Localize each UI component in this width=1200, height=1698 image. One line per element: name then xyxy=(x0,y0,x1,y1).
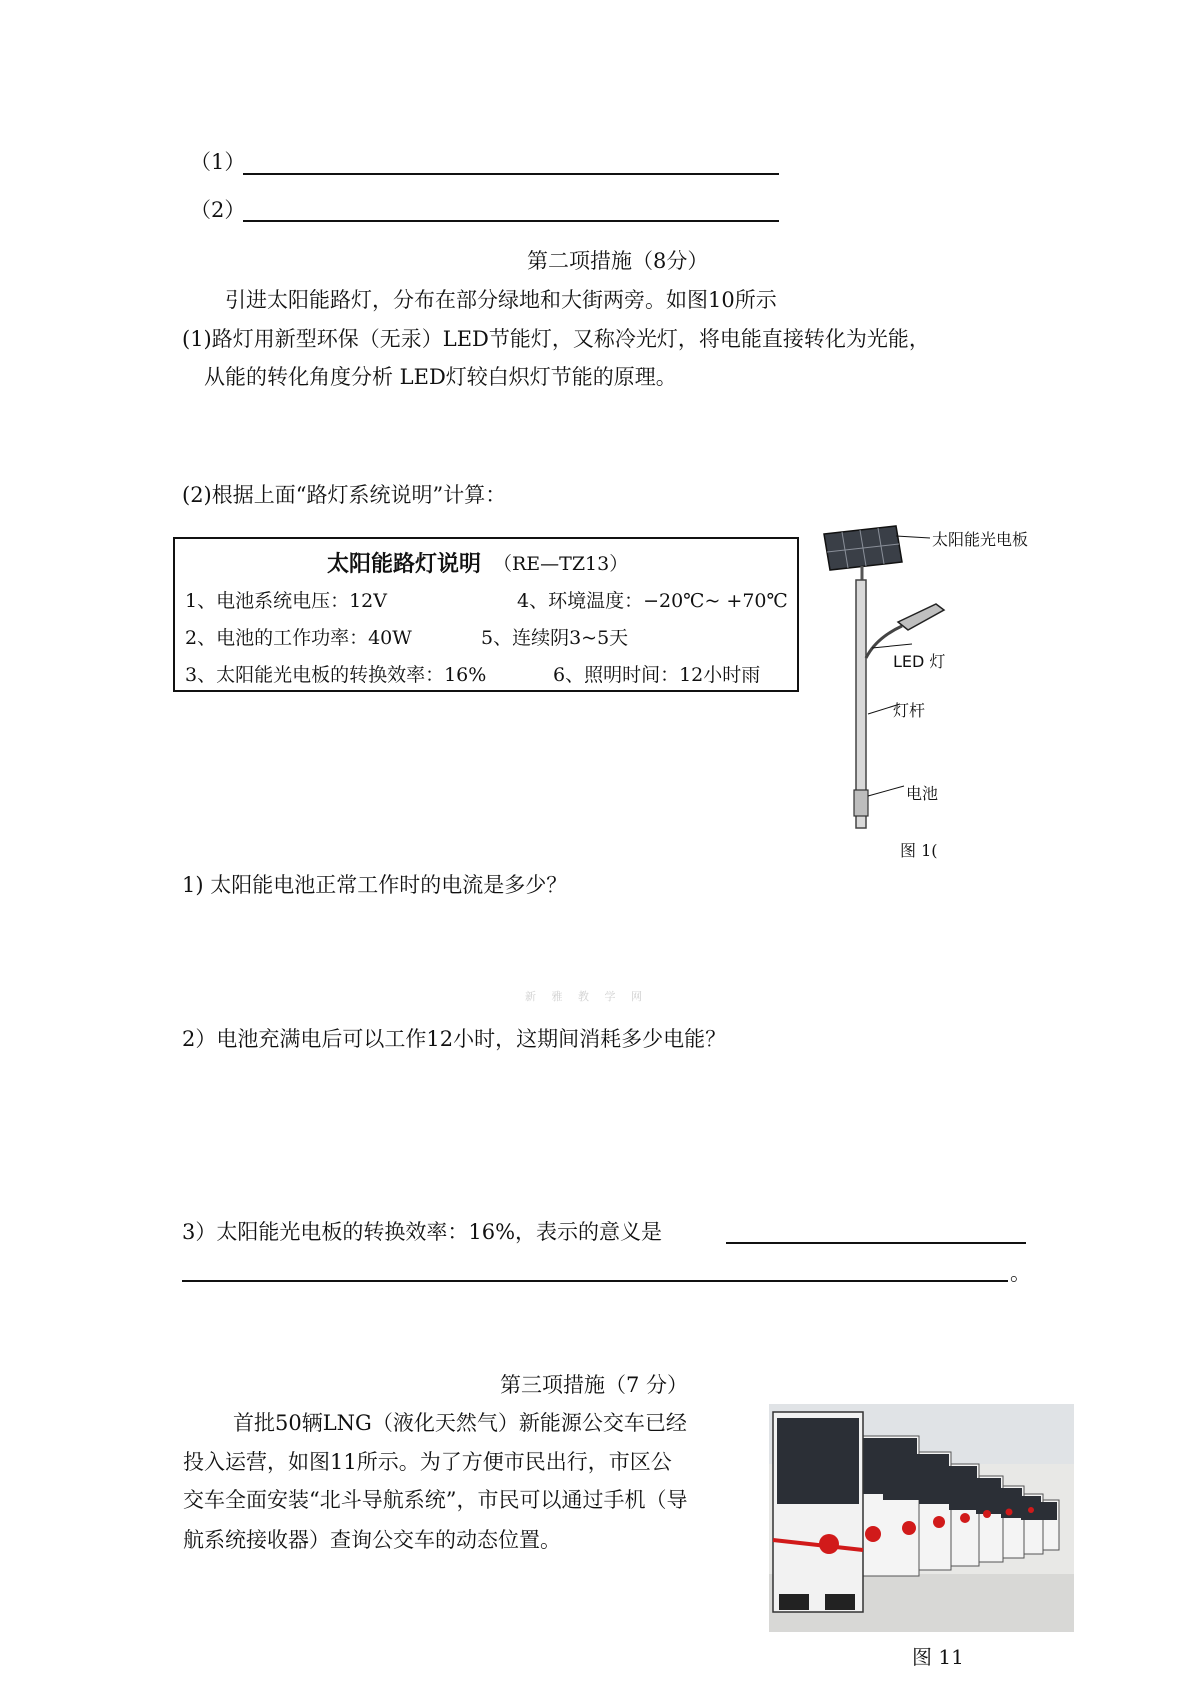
section2-q1-line2: 从能的转化角度分析 LED灯较白炽灯节能的原理。 xyxy=(204,365,677,389)
spec-item: 3、太阳能光电板的转换效率：16% xyxy=(185,664,487,686)
answer-line-2[interactable] xyxy=(243,220,779,222)
section3-line1: 首批50辆LNG（液化天然气）新能源公交车已经 xyxy=(233,1411,687,1435)
spec-model: （RE—TZ13） xyxy=(493,553,629,575)
pole-label: 灯杆 xyxy=(893,701,926,720)
spec-box xyxy=(173,537,799,692)
section2-q1-line1: (1)路灯用新型环保（无汞）LED节能灯，又称冷光灯，将电能直接转化为光能， xyxy=(182,327,930,351)
answer-line-3a[interactable] xyxy=(726,1242,1026,1244)
answer-line-1[interactable] xyxy=(243,173,779,175)
battery-label: 电池 xyxy=(906,784,939,803)
section2-intro: 引进太阳能路灯，分布在部分绿地和大街两旁。如图10所示 xyxy=(225,288,777,312)
sub-question-3: 3）太阳能光电板的转换效率：16%，表示的意义是 xyxy=(182,1220,663,1244)
faint-watermark: 新 雅 教 学 网 xyxy=(525,990,648,1003)
bus-fleet-photo xyxy=(769,1404,1074,1632)
led-lamp-icon xyxy=(898,604,944,630)
section3-line4: 航系统接收器）查询公交车的动态位置。 xyxy=(183,1528,561,1552)
spec-item: 1、电池系统电压：12V xyxy=(185,590,387,612)
led-label: LED 灯 xyxy=(893,652,946,671)
spec-item: 6、照明时间：12小时雨 xyxy=(553,664,761,686)
sub-question-3-end: 。 xyxy=(1010,1261,1031,1285)
spec-title: 太阳能路灯说明 xyxy=(327,551,482,577)
spec-item: 2、电池的工作功率：40W xyxy=(185,627,412,649)
sub-question-1: 1) 太阳能电池正常工作时的电流是多少？ xyxy=(182,873,568,897)
figure10-caption-partial: 图 1( xyxy=(900,841,938,860)
section3-line2: 投入运营，如图11所示。为了方便市民出行，市区公 xyxy=(183,1450,672,1474)
panel-label: 太阳能光电板 xyxy=(932,530,1029,549)
sub-question-2: 2）电池充满电后可以工作12小时，这期间消耗多少电能？ xyxy=(182,1027,727,1051)
spec-item: 5、连续阴3~5天 xyxy=(481,627,629,649)
section2-heading: 第二项措施（8分） xyxy=(527,249,709,273)
answer-line-3b[interactable] xyxy=(182,1280,1008,1282)
battery-icon xyxy=(854,790,868,816)
section3-line3: 交车全面安装“北斗导航系统”，市民可以通过手机（导 xyxy=(183,1488,688,1512)
blank-item-1-label: （1） xyxy=(190,150,246,174)
section2-q2: (2)根据上面“路灯系统说明”计算： xyxy=(182,483,507,507)
spec-item: 4、环境温度：−20℃~ +70℃ xyxy=(517,590,788,612)
figure11-caption: 图 11 xyxy=(912,1645,964,1669)
blank-item-2-label: （2） xyxy=(190,198,246,222)
section3-heading: 第三项措施（7 分） xyxy=(500,1373,689,1397)
